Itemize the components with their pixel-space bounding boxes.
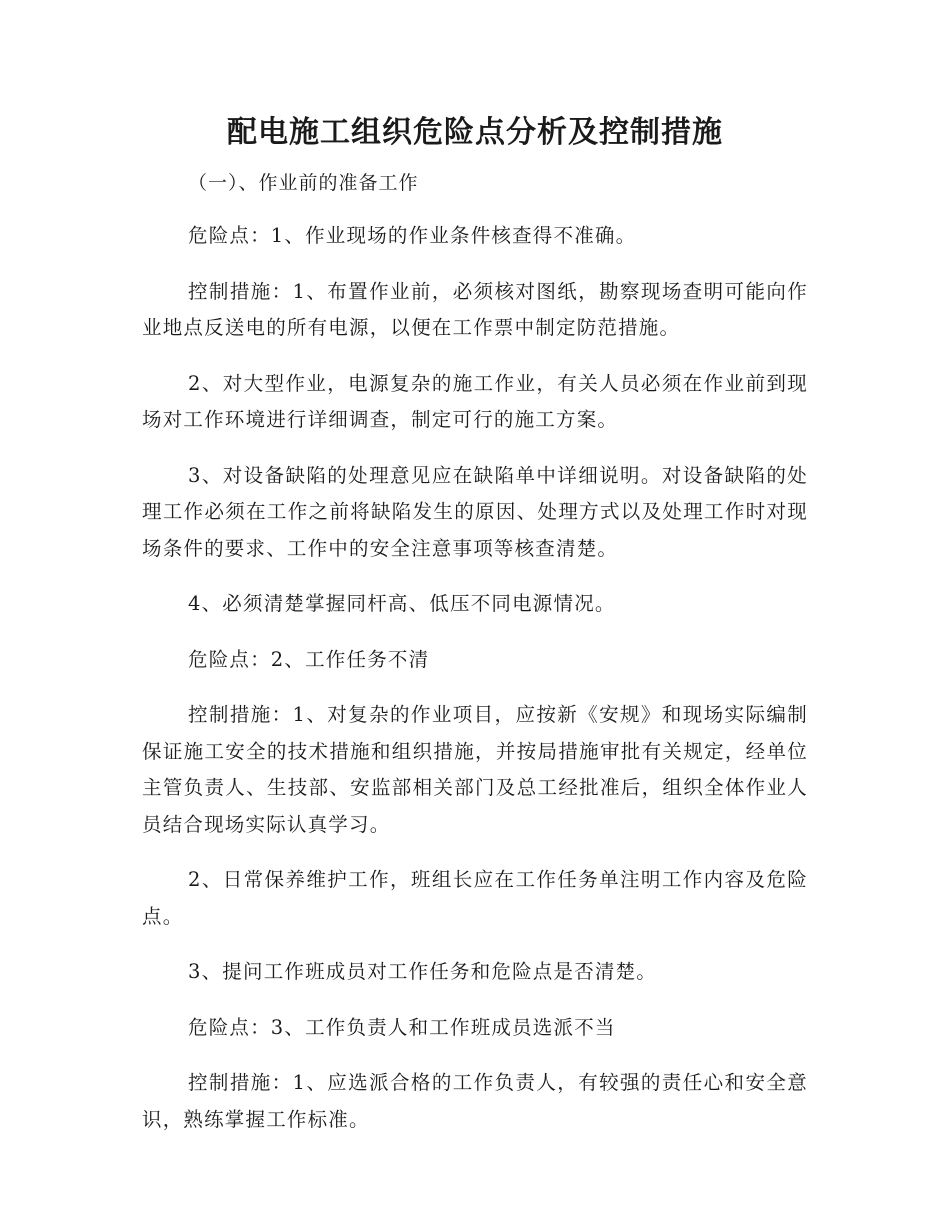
control-measure-paragraph: 控制措施：1、对复杂的作业项目，应按新《安规》和现场实际编制保证施工安全的技术措施和组织措施，并按局措施审批有关规定，经单位主管负责人、生技部、安监部相关部门及总工经批准后，组织全体作业人员结合现场实际认真学习。 [142,703,808,836]
control-measure-paragraph: 3、提问工作班成员对工作任务和危险点是否清楚。 [188,960,658,983]
control-measure-paragraph: 3、对设备缺陷的处理意见应在缺陷单中详细说明。对设备缺陷的处理工作必须在工作之前将缺陷发生的原因、处理方式以及处理工作时对现场条件的要求、工作中的安全注意事项等核查清楚。 [142,463,808,560]
control-measure-paragraph: 控制措施：1、布置作业前，必须核对图纸，勘察现场查明可能向作业地点反送电的所有电源，以便在工作票中制定防范措施。 [142,279,808,339]
section-heading: （一）、作业前的准备工作 [188,172,419,194]
document-title: 配电施工组织危险点分析及控制措施 [227,115,723,150]
document-body [142,218,808,1157]
control-measure-paragraph: 2、对大型作业，电源复杂的施工作业，有关人员必须在作业前到现场对工作环境进行详细调查，制定可行的施工方案。 [142,371,808,431]
control-measure-paragraph: 4、必须清楚掌握同杆高、低压不同电源情况。 [188,592,616,615]
hazard-paragraph: 危险点：3、工作负责人和工作班成员选派不当 [188,1015,616,1039]
hazard-paragraph: 危险点：1、作业现场的作业条件核查得不准确。 [188,224,637,247]
hazard-paragraph: 危险点：2、工作任务不清 [188,647,430,671]
control-measure-paragraph: 控制措施：1、应选派合格的工作负责人，有较强的责任心和安全意识，熟练掌握工作标准。 [142,1071,808,1131]
control-measure-paragraph: 2、日常保养维护工作，班组长应在工作任务单注明工作内容及危险点。 [142,868,808,928]
